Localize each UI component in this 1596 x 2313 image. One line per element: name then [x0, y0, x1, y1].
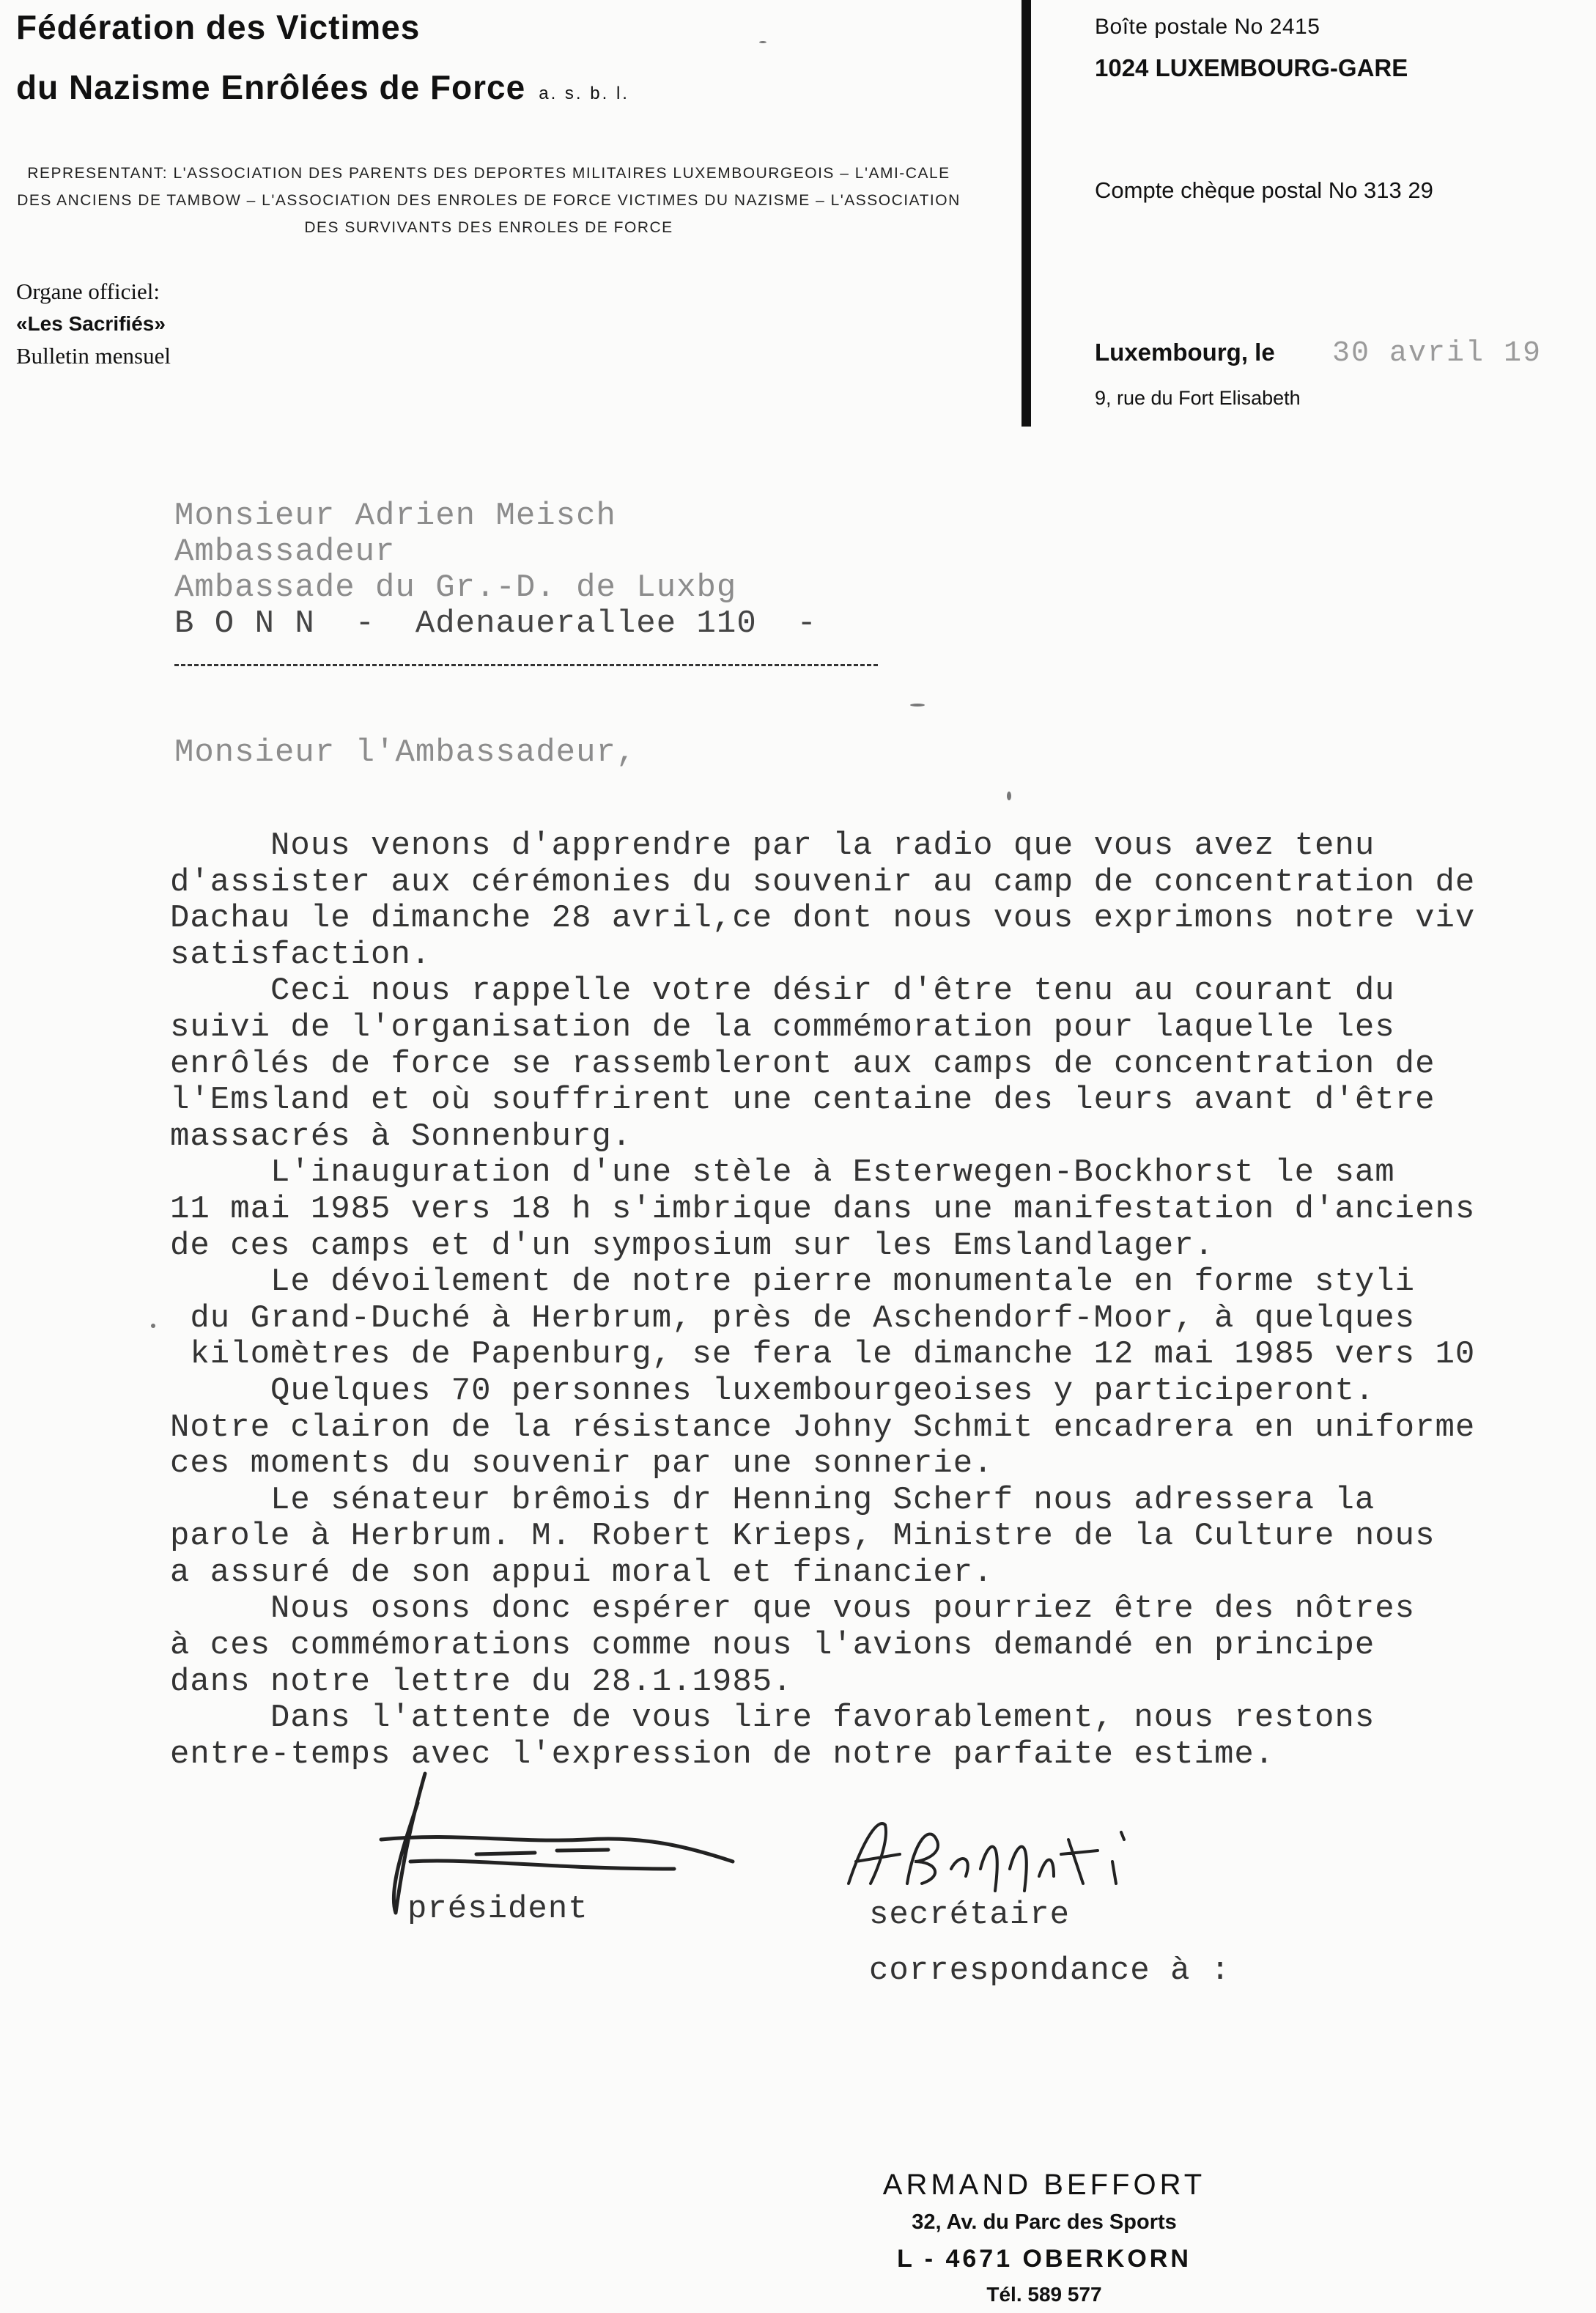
president-label: président	[407, 1891, 588, 1928]
body-line: kilomètres de Papenburg, se fera le dimanche 12 mai 1985 vers 10	[170, 1336, 1476, 1373]
secretary-signature	[834, 1810, 1149, 1898]
body-line: enrôlés de force se rassembleront aux camps de concentration de	[170, 1045, 1436, 1082]
body-line: à ces commémorations comme nous l'avions demandé en principe	[170, 1627, 1375, 1664]
correspondent-name: ARMAND BEFFORT	[882, 2169, 1206, 2201]
official-organ-name: «Les Sacrifiés»	[16, 312, 166, 335]
correspondence-address	[806, 2165, 1282, 2312]
official-organ-label: Organe officiel:	[16, 278, 160, 304]
recipient-block	[174, 498, 817, 642]
postal-city: 1024 LUXEMBOURG-GARE	[1095, 54, 1408, 81]
organization-name-line-1: Fédération des Victimes	[16, 8, 421, 46]
recipient-underline	[174, 664, 878, 666]
body-line: Le sénateur brêmois dr Henning Scherf nous adressera la	[170, 1481, 1375, 1519]
body-line: Nous osons donc espérer que vous pourriez être des nôtres	[170, 1590, 1416, 1628]
correspondent-phone: Tél. 589 577	[986, 2283, 1102, 2306]
letter-body	[170, 828, 1596, 1773]
recipient-name: Monsieur Adrien Meisch	[174, 498, 616, 534]
body-line: Dachau le dimanche 28 avril,ce dont nous vous exprimons notre viv	[170, 900, 1476, 937]
salutation: Monsieur l'Ambassadeur,	[174, 734, 637, 771]
recipient-title: Ambassadeur	[174, 534, 396, 570]
represented-associations: REPRESENTANT: L'ASSOCIATION DES PARENTS DES DEPORTES MILITAIRES LUXEMBOURGEOIS – L'AMI-CALE DES ANCIENS DE TAMBOW – L'ASSOCIATION DES ENROLES DE FORCE VICTIMES DU NAZISME – L'ASSOCIATION DES SURVIVANTS DES ENROLES DE FORCE	[17, 165, 961, 236]
organization-name-text: du Nazisme Enrôlées de Force	[16, 68, 526, 106]
sender-street-address: 9, rue du Fort Elisabeth	[1095, 387, 1301, 409]
body-line: Quelques 70 personnes luxembourgeoises y participeront.	[170, 1372, 1375, 1409]
date-label: Luxembourg, le	[1095, 339, 1275, 366]
secretary-label: secrétaire	[869, 1897, 1071, 1933]
body-line: parole à Herbrum. M. Robert Krieps, Ministre de la Culture nous	[170, 1518, 1436, 1555]
correspondence-label: correspondance à :	[869, 1952, 1231, 1989]
body-line: Ceci nous rappelle votre désir d'être tenu au courant du	[170, 973, 1395, 1010]
body-line: Le dévoilement de notre pierre monumentale en forme styli	[170, 1264, 1416, 1301]
body-line: de ces camps et d'un symposium sur les Emslandlager.	[170, 1227, 1215, 1264]
paper-speck	[759, 41, 766, 43]
body-line: a assuré de son appui moral et financier.	[170, 1554, 994, 1591]
body-line: Dans l'attente de vous lire favorablement, nous restons	[170, 1700, 1375, 1737]
organization-name-line-2	[16, 67, 629, 107]
body-line: satisfaction.	[170, 936, 432, 973]
letter-date: 30 avril 19	[1332, 337, 1543, 370]
body-line: d'assister aux cérémonies du souvenir au camp de concentration de	[170, 863, 1476, 901]
correspondent-city: L - 4671 OBERKORN	[897, 2245, 1192, 2273]
paper-speck	[1007, 792, 1011, 800]
recipient-address: B O N N - Adenauerallee 110 -	[174, 605, 817, 642]
correspondent-street: 32, Av. du Parc des Sports	[912, 2210, 1177, 2234]
body-line: ces moments du souvenir par une sonnerie.	[170, 1445, 994, 1483]
body-line: massacrés à Sonnenburg.	[170, 1118, 632, 1155]
body-line: l'Emsland et où souffrirent une centaine des leurs avant d'être	[170, 1082, 1436, 1119]
paper-speck	[910, 704, 925, 707]
postal-account: Compte chèque postal No 313 29	[1095, 177, 1433, 203]
body-line: dans notre lettre du 28.1.1985.	[170, 1663, 793, 1700]
official-organ-type: Bulletin mensuel	[16, 343, 171, 369]
body-line: suivi de l'organisation de la commémoration pour laquelle les	[170, 1008, 1395, 1046]
letterhead-divider	[1021, 0, 1031, 427]
body-line: entre-temps avec l'expression de notre parfaite estime.	[170, 1735, 1275, 1773]
body-line: Notre clairon de la résistance Johny Schmit encadrera en uniforme	[170, 1409, 1476, 1446]
body-line: L'inauguration d'une stèle à Esterwegen-Bockhorst le sam	[170, 1154, 1395, 1192]
recipient-institution: Ambassade du Gr.-D. de Luxbg	[174, 569, 737, 606]
official-organ	[16, 276, 171, 372]
po-box: Boîte postale No 2415	[1095, 15, 1320, 39]
body-line: 11 mai 1985 vers 18 h s'imbrique dans une manifestation d'anciens	[170, 1190, 1476, 1228]
body-line: Nous venons d'apprendre par la radio que vous avez tenu	[170, 828, 1375, 864]
organization-suffix: a. s. b. l.	[539, 84, 629, 103]
body-line: du Grand-Duché à Herbrum, près de Aschendorf-Moor, à quelques	[170, 1299, 1416, 1337]
paper-speck	[151, 1324, 155, 1328]
